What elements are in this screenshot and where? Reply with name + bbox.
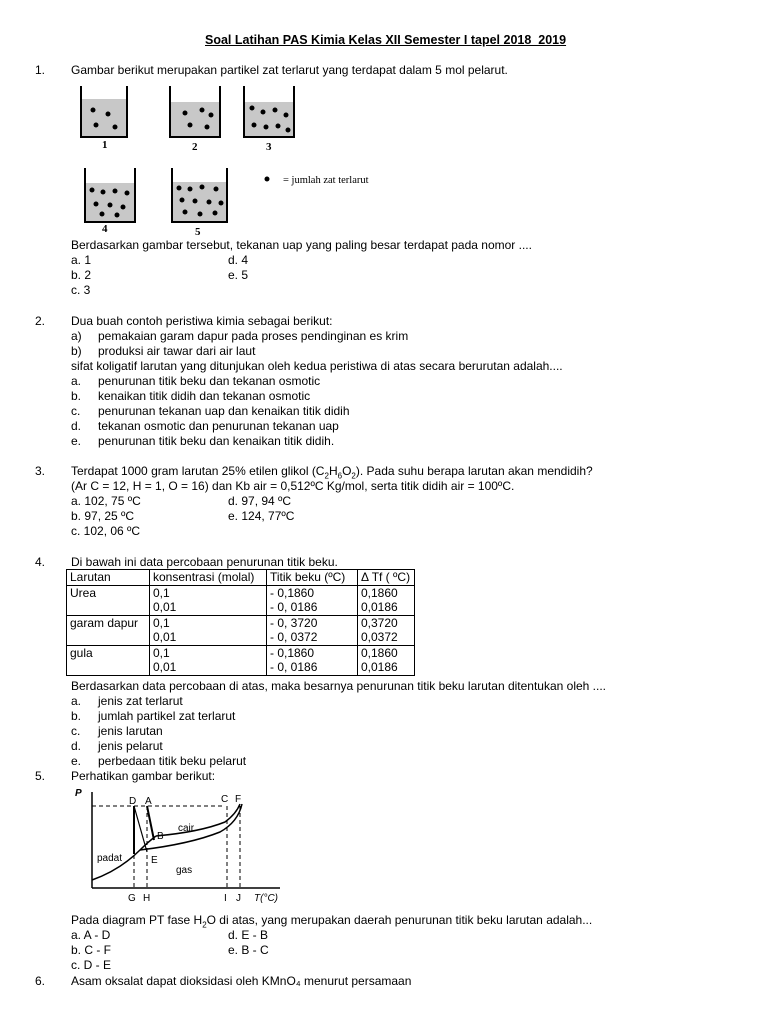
- label-padat: padat: [97, 853, 123, 864]
- q3-option-e: e. 124, 77ºC: [228, 509, 295, 523]
- legend-text: = jumlah zat terlarut: [283, 175, 369, 186]
- q5-option-d: d. E - B: [228, 928, 269, 942]
- page-title: Soal Latihan PAS Kimia Kelas XII Semester I tapel 2018_2019: [205, 33, 567, 47]
- beaker-label-1: 1: [102, 139, 108, 151]
- label-h: H: [143, 893, 151, 904]
- table-header: Titik beku (ºC): [267, 570, 358, 586]
- beaker-label-4: 4: [102, 223, 108, 235]
- q4-option-c: jenis larutan: [98, 724, 163, 738]
- q2-option-marker: c.: [71, 404, 81, 418]
- beaker-label-3: 3: [266, 141, 272, 153]
- q4-question: Berdasarkan data percobaan di atas, maka besarnya penurunan titik beku larutan ditentukan oleh ....: [71, 679, 607, 693]
- table-row: [67, 615, 415, 645]
- q3-given: (Ar C = 12, H = 1, O = 16) dan Kb air = 0,512ºC Kg/mol, serta titik didih air = 100ºC.: [71, 479, 515, 493]
- q3-text: Terdapat 1000 gram larutan 25% etilen glikol $(C_2H_6O_2)$. Pada suhu berapa larutan akan mendidih?: [71, 464, 593, 481]
- q1-option-e: e. 5: [228, 268, 249, 282]
- q2-item-marker: b): [71, 344, 82, 358]
- label-c: C: [221, 794, 229, 805]
- q6-text: Asam oksalat dapat dioksidasi oleh KMnO₄ menurut persamaan: [71, 974, 412, 988]
- pt-phase-diagram: [70, 784, 300, 906]
- q2-option-marker: d.: [71, 419, 82, 433]
- table-header: Δ Tf ( ºC): [358, 570, 415, 586]
- q3-option-a: a. 102, 75 ºC: [71, 494, 141, 508]
- table-cell-tb: - 0,1860 - 0, 0186: [267, 585, 358, 615]
- table-cell-larutan: garam dapur: [67, 615, 150, 645]
- q5-option-e: e. B - C: [228, 943, 269, 957]
- q6-number: 6.: [35, 974, 46, 988]
- q2-option-c: penurunan tekanan uap dan kenaikan titik didih: [98, 404, 350, 418]
- q2-option-a: penurunan titik beku dan tekanan osmotic: [98, 374, 321, 388]
- q4-option-a: jenis zat terlarut: [98, 694, 183, 708]
- q4-option-marker: c.: [71, 724, 81, 738]
- q4-option-d: jenis pelarut: [98, 739, 163, 753]
- label-d: D: [129, 796, 137, 807]
- beaker-5: [172, 168, 227, 222]
- q2-option-b: kenaikan titik didih dan tekanan osmotic: [98, 389, 311, 403]
- table-header: Larutan: [67, 570, 150, 586]
- beaker-3: [244, 86, 294, 137]
- table-header: konsentrasi (molal): [150, 570, 267, 586]
- legend-particle-icon: [265, 177, 270, 182]
- label-f: F: [235, 794, 242, 805]
- q1-option-a: a. 1: [71, 253, 92, 267]
- q3-option-b: b. 97, 25 ºC: [71, 509, 135, 523]
- q2-option-marker: a.: [71, 374, 82, 388]
- q2-number: 2.: [35, 314, 46, 328]
- table-cell-tb: - 0,1860 - 0, 0186: [267, 645, 358, 675]
- q5-option-c: c. D - E: [71, 958, 112, 972]
- label-b: B: [157, 831, 164, 842]
- beaker-4: [85, 168, 135, 222]
- table-cell-larutan: gula: [67, 645, 150, 675]
- beaker-label-2: 2: [192, 141, 198, 153]
- label-i: I: [224, 893, 227, 904]
- label-gas: gas: [176, 865, 193, 876]
- q1-option-b: b. 2: [71, 268, 92, 282]
- table-cell-conc: 0,1 0,01: [150, 645, 267, 675]
- q2-option-marker: e.: [71, 434, 82, 448]
- beaker-1: [81, 86, 127, 137]
- q4-option-marker: a.: [71, 694, 82, 708]
- q2-item-marker: a): [71, 329, 82, 343]
- q2-item-text: pemakaian garam dapur pada proses pendinginan es krim: [98, 329, 409, 343]
- table-cell-larutan: Urea: [67, 585, 150, 615]
- table-header-row: [67, 570, 415, 586]
- q2-item-text: produksi air tawar dari air laut: [98, 344, 256, 358]
- q4-number: 4.: [35, 555, 46, 569]
- q1-number: 1.: [35, 63, 46, 77]
- q1-text: Gambar berikut merupakan partikel zat terlarut yang terdapat dalam 5 mol pelarut.: [71, 63, 508, 77]
- q2-question: sifat koligatif larutan yang ditunjukan oleh kedua peristiwa di atas secara berurutan adalah....: [71, 359, 563, 373]
- table-cell-dtf: 0,1860 0,0186: [358, 585, 415, 615]
- q3-option-c: c. 102, 06 ºC: [71, 524, 141, 538]
- q4-option-e: perbedaan titik beku pelarut: [98, 754, 247, 768]
- table-row: [67, 585, 415, 615]
- q3-option-d: d. 97, 94 ºC: [228, 494, 292, 508]
- q1-option-d: d. 4: [228, 253, 249, 267]
- q2-option-d: tekanan osmotic dan penurunan tekanan uap: [98, 419, 339, 433]
- q4-option-marker: e.: [71, 754, 82, 768]
- label-e: E: [151, 855, 158, 866]
- q2-option-e: penurunan titik beku dan kenaikan titik didih.: [98, 434, 335, 448]
- label-a: A: [145, 796, 152, 807]
- label-t: T(°C): [254, 893, 278, 904]
- q4-text: Di bawah ini data percobaan penurunan titik beku.: [71, 555, 338, 569]
- q5-number: 5.: [35, 769, 46, 783]
- melting-line-solution: [147, 806, 154, 840]
- beaker-label-5: 5: [195, 226, 201, 238]
- q5-option-a: a. A - D: [71, 928, 111, 942]
- q5-text: Perhatikan gambar berikut:: [71, 769, 216, 783]
- q5-question: Pada diagram PT fase $H_2O$ di atas, yang merupakan daerah penurunan titik beku larutan adalah...: [71, 913, 593, 930]
- label-p: P: [75, 788, 82, 799]
- beaker-2: [170, 86, 220, 137]
- table-cell-dtf: 0,1860 0,0186: [358, 645, 415, 675]
- table-cell-conc: 0,1 0,01: [150, 585, 267, 615]
- table-row: [67, 645, 415, 675]
- q4-option-marker: b.: [71, 709, 82, 723]
- q3-number: 3.: [35, 464, 46, 478]
- label-cair: cair: [178, 823, 195, 834]
- table-cell-conc: 0,1 0,01: [150, 615, 267, 645]
- q1-beakers-figure: [70, 80, 410, 240]
- q1-option-c: c. 3: [71, 283, 91, 297]
- freezing-point-table: [66, 569, 415, 676]
- label-j: J: [236, 893, 241, 904]
- q4-option-b: jumlah partikel zat terlarut: [98, 709, 236, 723]
- table-cell-tb: - 0, 3720 - 0, 0372: [267, 615, 358, 645]
- q4-option-marker: d.: [71, 739, 82, 753]
- q2-option-marker: b.: [71, 389, 82, 403]
- q1-question: Berdasarkan gambar tersebut, tekanan uap yang paling besar terdapat pada nomor ....: [71, 238, 532, 252]
- table-cell-dtf: 0,3720 0,0372: [358, 615, 415, 645]
- q5-option-b: b. C - F: [71, 943, 112, 957]
- label-g: G: [128, 893, 136, 904]
- q2-text: Dua buah contoh peristiwa kimia sebagai berikut:: [71, 314, 333, 328]
